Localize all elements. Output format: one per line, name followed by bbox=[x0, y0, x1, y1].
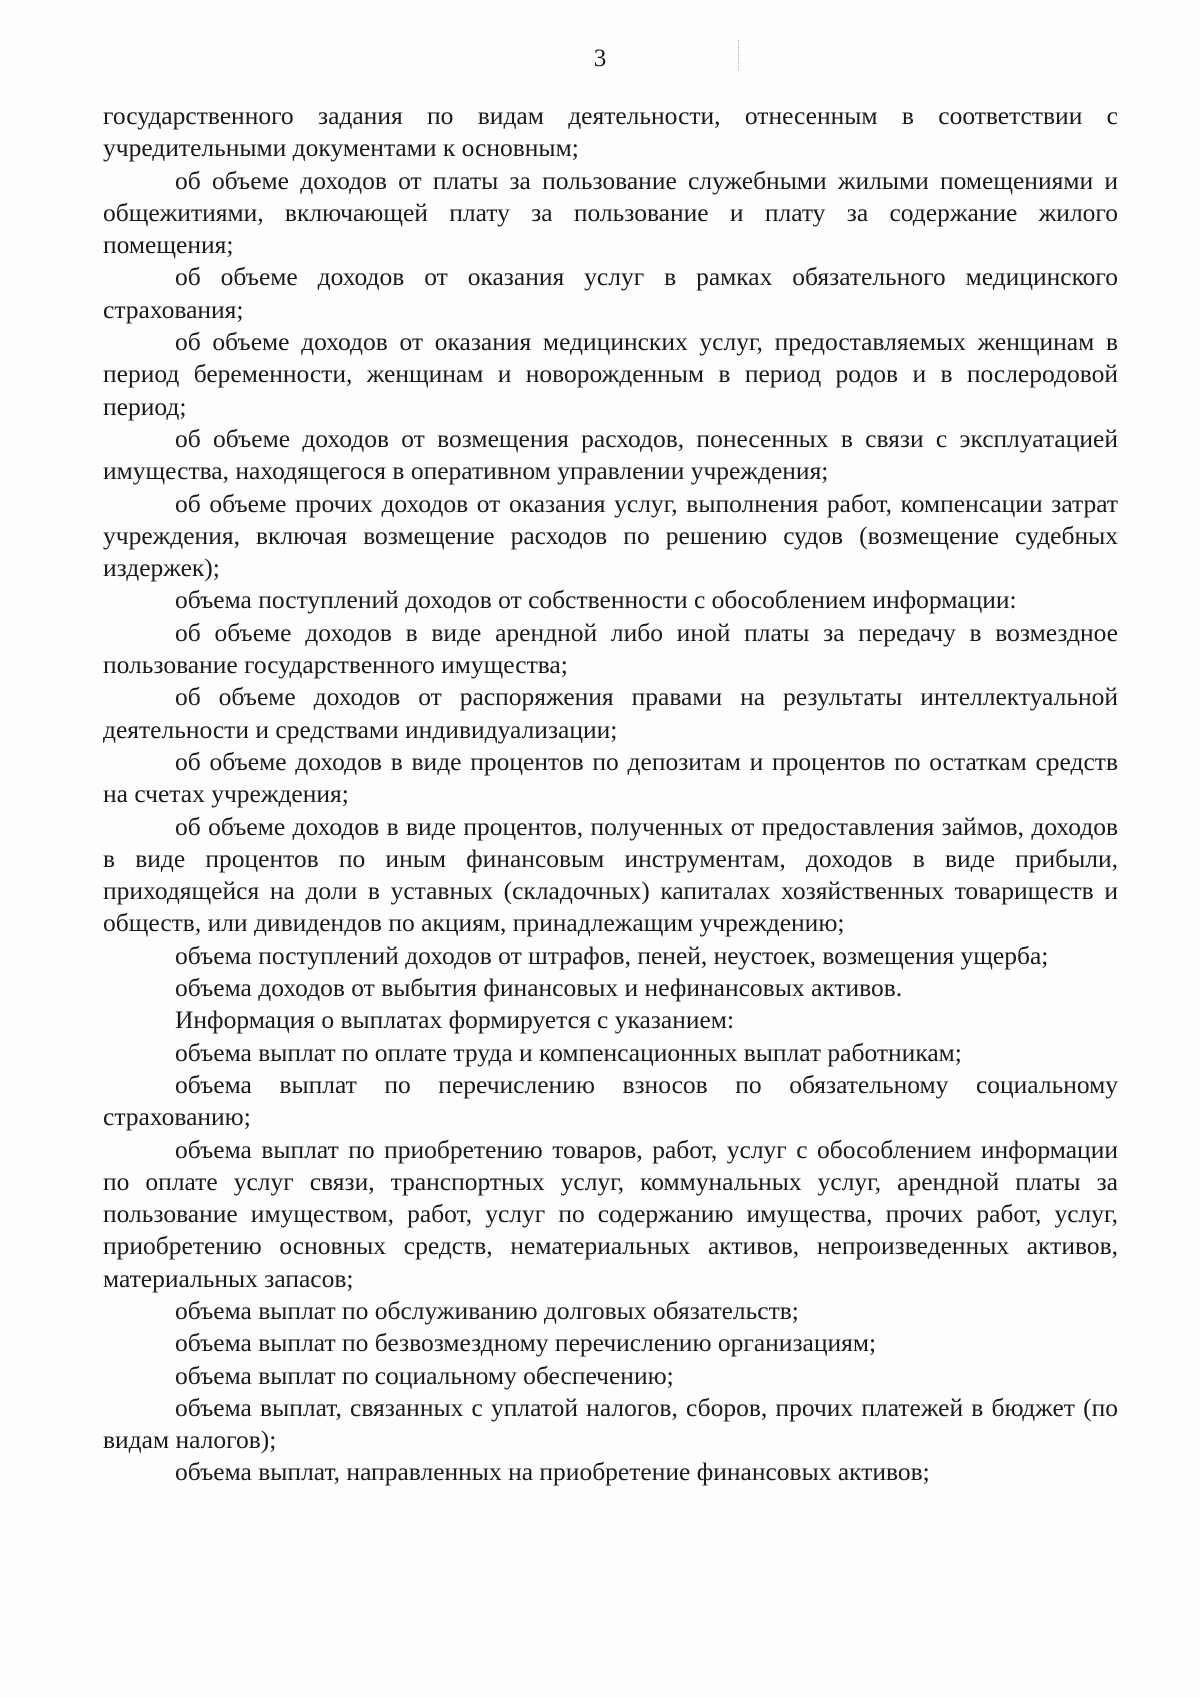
paragraph: объема выплат, направленных на приобретение финансовых активов; bbox=[175, 1457, 930, 1487]
scan-artifact bbox=[738, 40, 739, 70]
paragraph: объема выплат по социальному обеспечению; bbox=[175, 1360, 674, 1390]
paragraph: объема выплат по обслуживанию долговых обязательств; bbox=[175, 1295, 799, 1325]
paragraph: об объеме доходов от платы за пользование служебными жилыми помещениями и общежитиями, включающей плату за пользование и плату за содержание жилого помещения; bbox=[103, 165, 1118, 260]
paragraph: об объеме доходов в виде процентов по депозитам и процентов по остаткам средств на счетах учреждения; bbox=[103, 746, 1118, 809]
paragraph: объема поступлений доходов от собственности с обособлением информации: bbox=[175, 585, 1017, 615]
paragraph: об объеме доходов от оказания медицинских услуг, предоставляемых женщинам в период беременности, женщинам и новорожденным в период родов и в послеродовой период; bbox=[103, 327, 1118, 421]
paragraph: об объеме прочих доходов от оказания услуг, выполнения работ, компенсации затрат учреждения, включая возмещение расходов по решению судов (возмещение судебных издержек); bbox=[103, 488, 1118, 583]
page-number: 3 bbox=[593, 45, 607, 72]
paragraph: Информация о выплатах формируется с указанием: bbox=[175, 1005, 735, 1035]
paragraph: об объеме доходов от возмещения расходов, понесенных в связи с эксплуатацией имущества, находящегося в оперативном управлении учреждения; bbox=[103, 423, 1118, 486]
paragraph: объема выплат по перечислению взносов по обязательному социальному страхованию; bbox=[103, 1069, 1118, 1132]
paragraph: объема выплат, связанных с уплатой налогов, сборов, прочих платежей в бюджет (по видам налогов); bbox=[103, 1392, 1118, 1455]
paragraph: объема выплат по оплате труда и компенсационных выплат работникам; bbox=[175, 1037, 962, 1067]
paragraph: об объеме доходов от оказания услуг в рамках обязательного медицинского страхования; bbox=[103, 262, 1118, 324]
paragraph: объема поступлений доходов от штрафов, пеней, неустоек, возмещения ущерба; bbox=[175, 940, 1049, 970]
paragraph: объема выплат по безвозмездному перечислению организациям; bbox=[175, 1328, 877, 1358]
paragraph: государственного задания по видам деятельности, отнесенным в соответствии с учредительными документами к основным; bbox=[103, 101, 1118, 163]
document-body bbox=[103, 100, 1118, 1489]
paragraph: об объеме доходов в виде процентов, полученных от предоставления займов, доходов в виде процентов по иным финансовым инструментам, доходов в виде прибыли, приходящейся на доли в уставных (складочных) капиталах хозяйственных товариществ и обществ, или дивидендов по акциям, принадлежащим учреждению; bbox=[103, 811, 1118, 938]
paragraph: объема выплат по приобретению товаров, работ, услуг с обособлением информации по оплате услуг связи, транспортных услуг, коммунальных услуг, арендной платы за пользование имуществом, работ, услуг по содержанию имущества, прочих работ, услуг, приобретению основных средств, нематериальных активов, непроизведенных активов, материальных запасов; bbox=[103, 1134, 1118, 1293]
paragraph: объема доходов от выбытия финансовых и нефинансовых активов. bbox=[175, 973, 903, 1003]
paragraph: об объеме доходов в виде арендной либо иной платы за передачу в возмездное пользование государственного имущества; bbox=[103, 617, 1118, 680]
paragraph: об объеме доходов от распоряжения правами на результаты интеллектуальной деятельности и средствами индивидуализации; bbox=[103, 682, 1118, 744]
